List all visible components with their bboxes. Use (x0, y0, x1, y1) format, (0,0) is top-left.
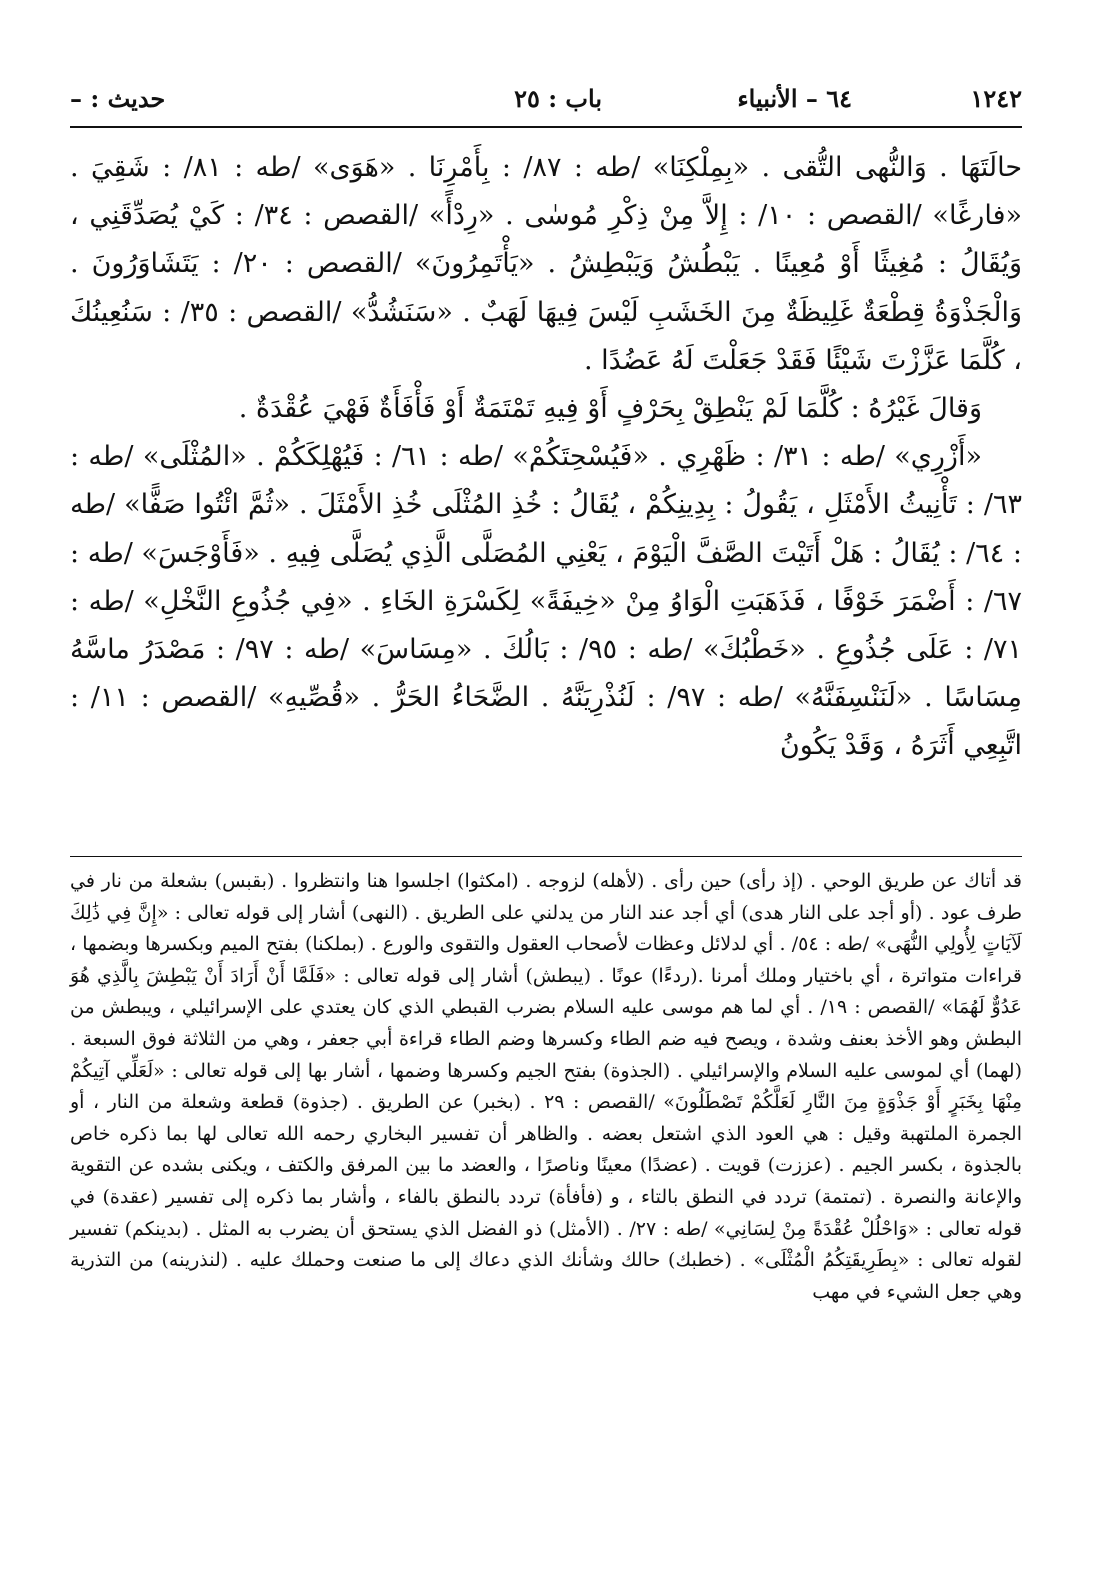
page-number: ١٢٤٢ (970, 84, 1022, 113)
main-text (70, 144, 1022, 771)
footnote-text: قد أتاك عن طريق الوحي . (إذ رأى) حين رأى . (لأهله) لزوجه . (امكثوا) اجلسوا هنا وانتظروا . (بقبس) بشعلة من نار في طرف عود . (أو أجد على النار هدى) أي أجد عند النار من يدلني على الطريق . (النهى) أشار إلى قوله تعالى : «إِنَّ فِي ذَٰلِكَ لَآيَاتٍ لِأُولِي النُّهَى» /طه : ٥٤/ . أي لدلائل وعظات لأصحاب العقول والتقوى والورع . (بملكنا) بفتح الميم وبكسرها وبضمها ، قراءات متواترة ، أي باختيار وملك أمرنا .(ردءًا) عونًا . (يبطش) أشار إلى قوله تعالى : «فَلَمَّا أَنْ أَرَادَ أَنْ يَبْطِشَ بِالَّذِي هُوَ عَدُوٌّ لَهُمَا» /القصص : ١٩/ . أي لما هم موسى عليه السلام بضرب القبطي الذي كان يعتدي على الإسرائيلي ، ويبطش من البطش وهو الأخذ بعنف وشدة ، ويصح فيه ضم الطاء وكسرها وضم الطاء قراءة أبي جعفر ، وهي من الثلاثة فوق السبعة . (لهما) أي لموسى عليه السلام والإسرائيلي . (الجذوة) بفتح الجيم وكسرها وضمها ، أشار بها إلى قوله تعالى : «لَعَلِّي آتِيكُمْ مِنْهَا بِخَبَرٍ أَوْ جَذْوَةٍ مِنَ النَّارِ لَعَلَّكُمْ تَصْطَلُونَ» /القصص : ٢٩ . (بخبر) عن الطريق . (جذوة) قطعة وشعلة من النار ، أو الجمرة الملتهبة وقيل : هي العود الذي اشتعل بعضه . والظاهر أن تفسير البخاري رحمه الله تعالى لها بما ذكره خاص بالجذوة ، بكسر الجيم . (عززت) قويت . (عضدًا) معينًا وناصرًا ، والعضد ما بين المرفق والكتف ، ويكنى بشده عن التقوية والإعانة والنصرة . (تمتمة) تردد في النطق بالتاء ، و (فأفأة) تردد بالنطق بالفاء ، وأشار بما ذكره إلى تفسير (عقدة) في قوله تعالى : «وَاحْلُلْ عُقْدَةً مِنْ لِسَانِي» /طه : ٢٧/ . (الأمثل) ذو الفضل الذي يستحق أن يضرب به المثل . (بدينكم) تفسير لقوله تعالى : «بِطَرِيقَتِكُمُ الْمُثْلَى» . (خطبك) حالك وشأنك الذي دعاك إلى ما صنعت وحملك عليه . (لنذرينه) من التذرية وهي جعل الشيء في مهب (70, 870, 1023, 1303)
footnotes (70, 866, 1022, 1308)
main-paragraph-3: «أَزْرِي» /طه : ٣١/ : ظَهْرِي . «فَيُسْحِتَكُمْ» /طه : ٦١/ : فَيُهْلِكَكُمْ . «المُثْلَى» /طه : ٦٣/ : تَأْنِيثُ الأَمْثَلِ ، يَقُولُ : بِدِينِكُمْ ، يُقَالُ : خُذِ المُثْلَى خُذِ الأَمْثَلَ . «ثُمَّ ائْتُوا صَفًّا» /طه : ٦٤/ : يُقَالُ : هَلْ أَتَيْتَ الصَّفَّ الْيَوْمَ ، يَعْنِي المُصَلَّى الَّذِي يُصَلَّى فِيهِ . «فَأَوْجَسَ» /طه : ٦٧/ : أَضْمَرَ خَوْفًا ، فَذَهَبَتِ الْوَاوُ مِنْ «خِيفَةً» لِكَسْرَةِ الخَاءِ . «فِي جُذُوعِ النَّخْلِ» /طه : ٧١/ : عَلَى جُذُوعِ . «خَطْبُكَ» /طه : ٩٥/ : بَالُكَ . «مِسَاسَ» /طه : ٩٧/ : مَصْدَرُ ماسَّهُ مِسَاسًا . «لَنَنْسِفَنَّهُ» /طه : ٩٧/ : لَنُذْرِيَنَّهُ . الضَّحَاءُ الحَرُّ . «قُصِّيهِ» /القصص : ١١/ : اتَّبِعِي أَثَرَهُ ، وَقَدْ يَكُونُ (70, 441, 1022, 762)
footnote-divider (70, 856, 1022, 857)
running-header (70, 78, 1022, 124)
hadith-number: حديث : – (70, 84, 166, 113)
main-paragraph-2: وَقالَ غَيْرُهُ : كُلَّمَا لَمْ يَنْطِقْ بِحَرْفٍ أَوْ فِيهِ تَمْتَمَةٌ أَوْ فَأْفَأَةٌ فَهْيَ عُقْدَةٌ . (238, 393, 982, 425)
book-title: ٦٤ – الأنبياء (737, 84, 852, 113)
header-divider (70, 126, 1022, 128)
chapter-number: باب : ٢٥ (514, 84, 602, 113)
main-paragraph-1: حالَتَهَا . وَالنُّهى التُّقى . «بِمِلْكِنَا» /طه : ٨٧/ : بِأَمْرِنَا . «هَوَى» /طه : ٨١/ : شَقِيَ . «فارغًا» /القصص : ١٠/ : إِلاَّ مِنْ ذِكْرِ مُوسٰى . «رِدْأً» /القصص : ٣٤/ : كَيْ يُصَدِّقَنِي ، وَيُقَالُ : مُغِيثًا أَوْ مُعِينًا . يَبْطُشُ وَيَبْطِشُ . «يَأْتَمِرُونَ» /القصص : ٢٠/ : يَتَشَاوَرُونَ . وَالْجَذْوَةُ قِطْعَةٌ غَلِيظَةٌ مِنَ الخَشَبِ لَيْسَ فِيهَا لَهَبٌ . «سَنَشُدُّ» /القصص : ٣٥/ : سَنُعِينُكَ ، كُلَّمَا عَزَّزْتَ شَيْئًا فَقَدْ جَعَلْتَ لَهُ عَضُدًا . (70, 152, 1023, 376)
book-page (70, 78, 1022, 1558)
